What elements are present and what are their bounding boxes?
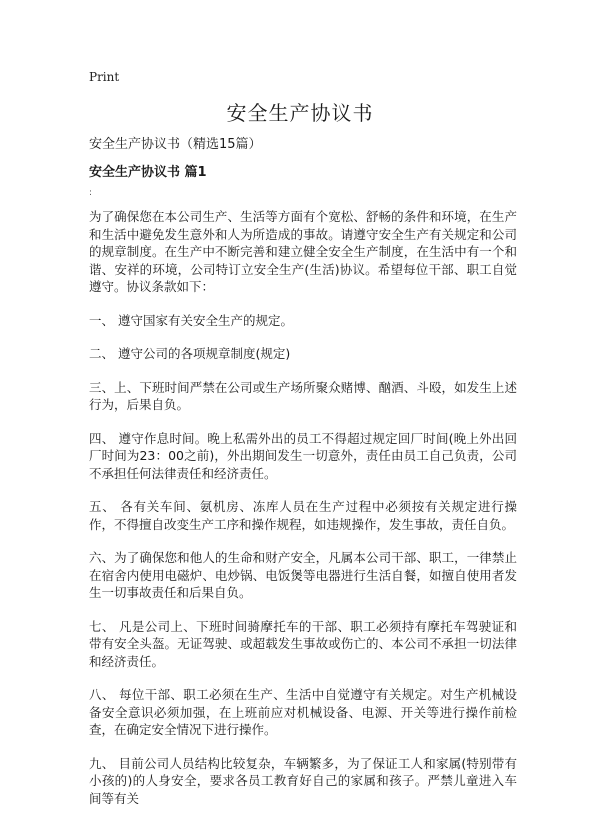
document-body — [89, 208, 517, 823]
paragraph-clause-1: 一、 遵守国家有关安全生产的规定。 — [89, 312, 293, 328]
paragraph-clause-7: 七、 凡是公司上、下班时间骑摩托车的干部、职工必须持有摩托车驾驶证和带有安全头盔。无证驾驶、或超载发生事故或伤亡的、本公司不承担一切法律和经济责任。 — [89, 618, 517, 669]
paragraph-clause-9: 九、 目前公司人员结构比较复杂，车辆繁多，为了保证工人和家属(特别带有小孩的)的人身安全，要求各员工教育好自己的家属和孩子。严禁儿童进入车间等有关 — [89, 755, 517, 806]
print-link[interactable]: Print — [89, 70, 120, 84]
paragraph-clause-2: 二、 遵守公司的各项规章制度(规定) — [89, 346, 291, 361]
paragraph-clause-4: 四、 遵守作息时间。晚上私需外出的员工不得超过规定回厂时间(晚上外出回厂时间为23：00之前)，外出期间发生一切意外，责任由员工自己负责，公司不承担任何法律责任和经济责任。 — [89, 430, 517, 481]
document-title: 安全生产协议书 — [226, 101, 374, 125]
small-mark: : — [89, 188, 93, 198]
paragraph-clause-8: 八、 每位干部、职工必须在生产、生活中自觉遵守有关规定。对生产机械设备安全意识必须加强，在上班前应对机械设备、电源、开关等进行操作前检查，在确定安全情况下进行操作。 — [89, 687, 517, 737]
paragraph-intro: 为了确保您在本公司生产、生活等方面有个宽松、舒畅的条件和环境，在生产和生活中避免发生意外和人为所造成的事故。请遵守安全生产有关规定和公司的规章制度。在生产中不断完善和建立健全安全生产制度，在生活中有一个和谐、安祥的环境，公司特订立安全生产(生活)协议。希望每位干部、职工自觉遵守。协议条款如下： — [89, 209, 517, 294]
paragraph-clause-5: 五、 各有关车间、氨机房、冻库人员在生产过程中必须按有关规定进行操作，不得擅自改变生产工序和操作规程，如违规操作，发生事故，责任自负。 — [89, 499, 517, 532]
paragraph-clause-6: 六、为了确保您和他人的生命和财产安全，凡属本公司干部、职工，一律禁止在宿舍内使用电磁炉、电炒锅、电饭煲等电器进行生活自餐，如擅自使用者发生一切事故责任和后果自负。 — [89, 550, 517, 600]
section-heading: 安全生产协议书 篇1 — [89, 165, 207, 180]
paragraph-clause-3: 三、上、下班时间严禁在公司或生产场所聚众赌博、酗酒、斗殴，如发生上述行为，后果自负。 — [89, 379, 517, 412]
document-subtitle: 安全生产协议书（精选15篇） — [89, 137, 262, 152]
